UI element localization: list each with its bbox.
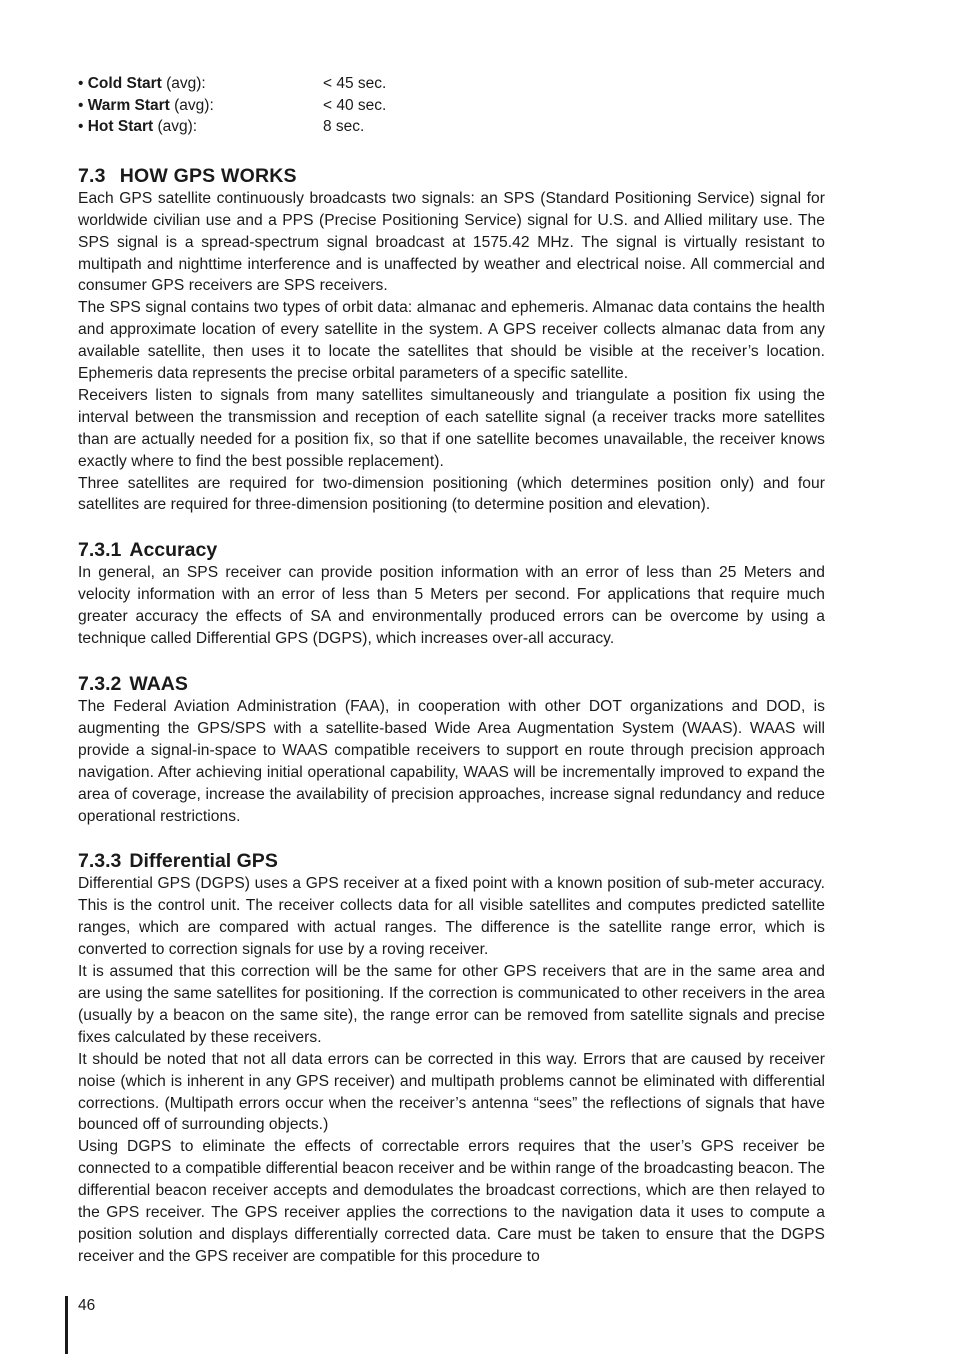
spec-value: < 45 sec. [323, 75, 387, 92]
section-title: Differential GPS [129, 850, 278, 873]
spec-label: Warm Start [87, 96, 170, 114]
spec-suffix: (avg): [153, 118, 198, 136]
paragraph: It is assumed that this correction will be the same for other GPS receivers that are in the same area and are using the same satellites for positioning. If the correction is communicated to other receivers in the area (usually by a beacon on the same site), the range error can be removed from satellite signals and precise fixes calculated by these receivers. [78, 963, 825, 1046]
spec-label: Hot Start [87, 118, 154, 136]
spec-value: 8 sec. [323, 118, 365, 136]
spec-hot-start: • Hot Start (avg): 8 sec. [78, 116, 825, 138]
section-heading-7-3 [78, 164, 825, 188]
spec-suffix: (avg): [169, 96, 214, 114]
section-number: 7.3.2 [78, 673, 122, 695]
start-time-specs [78, 73, 825, 138]
section-heading-7-3-1 [78, 538, 825, 562]
section-number: 7.3.1 [78, 539, 122, 562]
spec-suffix: (avg): [161, 75, 206, 92]
spec-label: Cold Start [87, 75, 162, 92]
paragraph: Each GPS satellite continuously broadcasts two signals: an SPS (Standard Positioning Service) signal for worldwide civilian use and a PPS (Precise Positioning Service) signal for U.S. and Allied military use. The SPS signal is a spread-spectrum signal broadcast at 1575.42 MHz. The signal is virtually resistant to multipath and nighttime interference and is unaffected by weather and electrical noise. All commercial and consumer GPS receivers are SPS receivers. [78, 189, 825, 295]
section-number: 7.3 [78, 164, 106, 187]
paragraph: Differential GPS (DGPS) uses a GPS receiver at a fixed point with a known position of sub-meter accuracy. This is the control unit. The receiver collects data for all visible satellites and computes predicted satellite ranges, which are compared with actual ranges. The difference is the satellite range error, which is converted to correction signals for use by a roving receiver. [78, 875, 825, 959]
paragraph: The SPS signal contains two types of orbit data: almanac and ephemeris. Almanac data contains the health and approximate location of every satellite in the system. A GPS receiver collects almanac data from any available satellite, then uses it to locate the satellites that should be visible at the receiver’s location. Ephemeris data represents the precise orbital parameters of a specific satellite. [78, 299, 825, 383]
paragraph: Using DGPS to eliminate the effects of correctable errors requires that the user’s GPS receiver be connected to a compatible differential beacon receiver and be within range of the broadcasting beacon. The differential beacon receiver accepts and demodulates the broadcast corrections, which are then relayed to the GPS receiver. The GPS receiver applies the corrections to the navigation data it uses to compute a position solution and displays differentially corrected data. Care must be taken to ensure that the DGPS receiver and the GPS receiver are compatible for this procedure to [78, 1138, 825, 1265]
paragraph: The Federal Aviation Administration (FAA), in cooperation with other DOT organizations and DOD, is augmenting the GPS/SPS with a satellite-based Wide Area Augmentation System (WAAS). WAAS will provide a signal-in-space to WAAS compatible receivers to support en route through precision approach navigation. After achieving initial operational capability, WAAS will be incrementally improved to expand the area of coverage, increase the availability of precision approaches, increase signal redundancy and reduce operational restrictions. [78, 698, 825, 825]
section-title: WAAS [129, 673, 188, 695]
page-number: 46 [78, 1297, 96, 1314]
page-content [78, 73, 825, 1268]
paragraph: In general, an SPS receiver can provide position information with an error of less than 25 Meters and velocity information with an error of less than 5 Meters per second. For applications that require much greater accuracy the effects of SA and environmentally produced errors can be overcome by using a technique called Differential GPS (DGPS), which increases over-all accuracy. [78, 564, 825, 648]
spec-cold-start: • Cold Start (avg): < 45 sec. [78, 73, 825, 95]
section-title: Accuracy [129, 539, 218, 562]
section-title: HOW GPS WORKS [119, 164, 297, 187]
paragraph: Three satellites are required for two-dimension positioning (which determines position only) and four satellites are required for three-dimension positioning (to determine position and elevation). [78, 474, 825, 514]
spec-warm-start: • Warm Start (avg): < 40 sec. [78, 95, 825, 117]
spec-value: < 40 sec. [323, 96, 387, 114]
section-heading-7-3-3 [78, 849, 825, 873]
section-number: 7.3.3 [78, 850, 122, 873]
paragraph: It should be noted that not all data errors can be corrected in this way. Errors that are caused by receiver noise (which is inherent in any GPS receiver) and multipath problems cannot be eliminated with differential corrections. (Multipath errors occur when the receiver’s antenna “sees” the reflections of signals that have bounced off of surrounding objects.) [78, 1050, 825, 1134]
section-heading-7-3-2 [78, 672, 825, 696]
margin-rule [65, 1296, 68, 1354]
paragraph: Receivers listen to signals from many satellites simultaneously and triangulate a position fix using the interval between the transmission and reception of each satellite signal (a receiver tracks more satellites than are actually needed for a position fix, so that if one satellite becomes unavailable, the receiver knows exactly where to find the best possible replacement). [78, 386, 825, 470]
